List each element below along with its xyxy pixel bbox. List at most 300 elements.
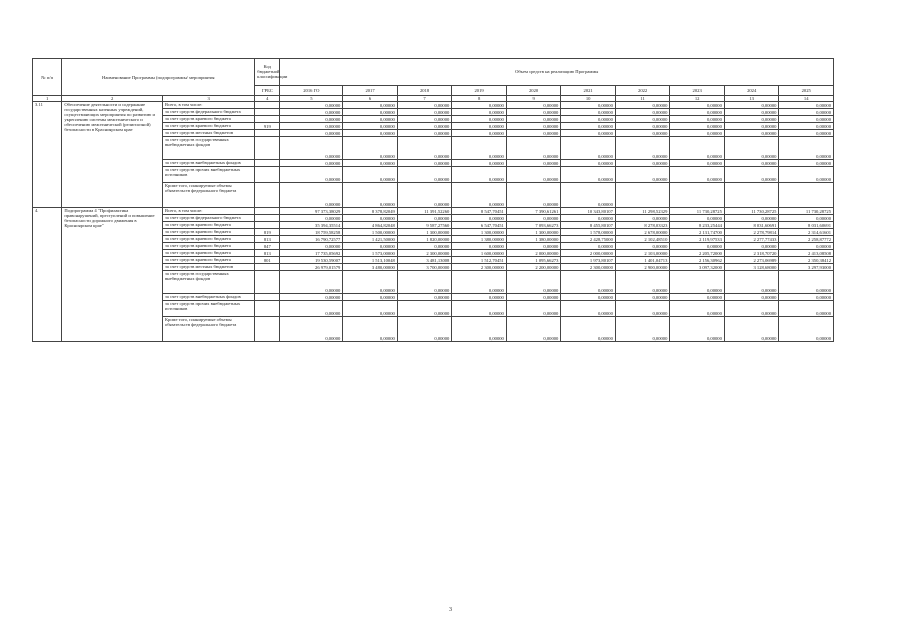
amount-cell: 26 979,01579 [280, 264, 343, 271]
amount-cell: 0,00000 [779, 123, 834, 130]
header-name: Наименование Программы (подпрограммы/ мероприятия [62, 59, 255, 96]
amount-cell: 11 391,52260 [397, 208, 452, 215]
header-year: 2022 [615, 85, 670, 95]
amount-cell: 3 128,68000 [724, 264, 779, 271]
column-number: 3 [162, 96, 254, 102]
amount-cell: 0,00000 [397, 109, 452, 116]
amount-cell: 0,00000 [506, 167, 561, 183]
amount-cell: 3 481,13008 [397, 257, 452, 264]
amount-cell: 0,00000 [779, 137, 834, 160]
grbs-code: 813 [255, 236, 280, 243]
section-number: 3.11 [33, 102, 62, 208]
column-number: 5 [280, 96, 343, 102]
column-number: 10 [561, 96, 616, 102]
amount-cell: 0,00000 [561, 109, 616, 116]
header-year: 2018 [397, 85, 452, 95]
grbs-code [255, 130, 280, 137]
header-year: 2024 [724, 85, 779, 95]
amount-cell: 0,00000 [452, 294, 507, 301]
grbs-code [255, 264, 280, 271]
amount-cell: 0,00000 [561, 160, 616, 167]
column-number: 13 [724, 96, 779, 102]
amount-cell: 0,00000 [280, 183, 343, 208]
amount-cell: 0,00000 [670, 160, 725, 167]
amount-cell: 0,00000 [724, 301, 779, 317]
header-year: 2020 [506, 85, 561, 95]
amount-cell: 1 573,00000 [343, 250, 398, 257]
grbs-code [255, 317, 280, 342]
amount-cell: 0,00000 [506, 294, 561, 301]
amount-cell: 0,00000 [670, 301, 725, 317]
amount-cell: 0,00000 [343, 183, 398, 208]
amount-cell: 0,00000 [724, 160, 779, 167]
column-number: 14 [779, 96, 834, 102]
amount-cell: 0,00000 [779, 160, 834, 167]
funding-source: за счет средств местных бюджетов [162, 130, 254, 137]
amount-cell: 0,00000 [506, 123, 561, 130]
funding-source: за счет средств краевого бюджета [162, 123, 254, 130]
amount-cell: 0,00000 [343, 123, 398, 130]
amount-cell: 0,00000 [561, 215, 616, 222]
section-number: 4. [33, 208, 62, 342]
amount-cell: 0,00000 [724, 167, 779, 183]
amount-cell: 0,00000 [724, 215, 779, 222]
amount-cell: 0,00000 [397, 317, 452, 342]
funding-source: за счет средств государственных внебюджетных фондов [162, 137, 254, 160]
amount-cell: 7 093,66273 [506, 222, 561, 229]
funding-source: за счет средств федерального бюджета [162, 109, 254, 116]
amount-cell: 0,00000 [397, 102, 452, 109]
amount-cell: 2 900,00000 [615, 264, 670, 271]
header-funding: Объем средств на реализацию Программы [280, 59, 834, 86]
amount-cell [670, 183, 725, 208]
header-year: 2021 [561, 85, 616, 95]
amount-cell: 2 000,00000 [561, 250, 616, 257]
amount-cell: 0,00000 [670, 317, 725, 342]
amount-cell: 0,00000 [561, 294, 616, 301]
amount-cell: 0,00000 [779, 271, 834, 294]
amount-cell: 2 131,74700 [670, 229, 725, 236]
amount-cell: 0,00000 [397, 167, 452, 183]
funding-source: за счет средств краевого бюджета [162, 257, 254, 264]
amount-cell: 0,00000 [397, 294, 452, 301]
amount-cell: 0,00000 [397, 271, 452, 294]
amount-cell: 1 512,70451 [452, 257, 507, 264]
grbs-code [255, 116, 280, 123]
grbs-code [255, 167, 280, 183]
amount-cell: 0,00000 [280, 137, 343, 160]
header-code: Код бюджетной классификации [255, 59, 280, 86]
grbs-code [255, 160, 280, 167]
amount-cell: 0,00000 [343, 109, 398, 116]
amount-cell: 0,00000 [561, 130, 616, 137]
amount-cell: 0,00000 [724, 137, 779, 160]
amount-cell: 3 297,93000 [779, 264, 834, 271]
amount-cell: 0,00000 [670, 130, 725, 137]
amount-cell: 0,00000 [452, 109, 507, 116]
amount-cell: 0,00000 [724, 116, 779, 123]
amount-cell: 0,00000 [670, 137, 725, 160]
grbs-code: 847 [255, 243, 280, 250]
amount-cell: 0,00000 [506, 243, 561, 250]
funding-source: за счет средств государственных внебюджетных фондов [162, 271, 254, 294]
amount-cell: 1 300,00000 [397, 229, 452, 236]
amount-cell: 8 233,25444 [670, 222, 725, 229]
column-number: 2 [62, 96, 163, 102]
amount-cell: 0,00000 [670, 271, 725, 294]
amount-cell [779, 183, 834, 208]
funding-source: Кроме того, планируемые объемы обязательств федерального бюджета [162, 317, 254, 342]
amount-cell: 8 378,82049 [343, 208, 398, 215]
grbs-code [255, 222, 280, 229]
amount-cell: 0,00000 [343, 137, 398, 160]
amount-cell: 2 318,70720 [724, 250, 779, 257]
amount-cell: 1 973,80107 [561, 257, 616, 264]
amount-cell: 1 578,00000 [561, 229, 616, 236]
amount-cell [615, 183, 670, 208]
amount-cell: 0,00000 [343, 116, 398, 123]
amount-cell: 6 547,70451 [452, 222, 507, 229]
column-number: 12 [670, 96, 725, 102]
amount-cell: 0,00000 [561, 167, 616, 183]
amount-cell: 0,00000 [561, 243, 616, 250]
amount-cell: 0,00000 [343, 130, 398, 137]
amount-cell: 17 735,05692 [280, 250, 343, 257]
amount-cell: 0,00000 [452, 167, 507, 183]
amount-cell: 0,00000 [615, 116, 670, 123]
amount-cell: 0,00000 [779, 102, 834, 109]
column-number: 6 [343, 96, 398, 102]
amount-cell: 0,00000 [670, 123, 725, 130]
grbs-code: 919 [255, 123, 280, 130]
amount-cell: 0,00000 [452, 130, 507, 137]
amount-cell: 8 547,70451 [452, 208, 507, 215]
amount-cell: 1 300,00000 [506, 229, 561, 236]
funding-source: Всего, в том числе: [162, 102, 254, 109]
amount-cell: 0,00000 [561, 183, 616, 208]
amount-cell: 0,00000 [561, 301, 616, 317]
funding-source: за счет средств местных бюджетов [162, 264, 254, 271]
amount-cell: 2 103,00000 [615, 250, 670, 257]
amount-cell: 3 097,32000 [670, 264, 725, 271]
amount-cell: 0,00000 [615, 317, 670, 342]
amount-cell: 0,00000 [452, 215, 507, 222]
header-year: 2023 [670, 85, 725, 95]
amount-cell: 8 031,60691 [779, 222, 834, 229]
amount-cell: 1 300,00000 [452, 229, 507, 236]
grbs-code [255, 137, 280, 160]
funding-source: за счет средств краевого бюджета [162, 229, 254, 236]
amount-cell: 0,00000 [343, 167, 398, 183]
amount-cell: 0,00000 [452, 271, 507, 294]
amount-cell: 0,00000 [779, 116, 834, 123]
amount-cell: 0,00000 [506, 109, 561, 116]
amount-cell: 11 730,28725 [724, 208, 779, 215]
amount-cell: 0,00000 [615, 130, 670, 137]
column-number: 11 [615, 96, 670, 102]
funding-source: за счет средств внебюджетных фондов [162, 294, 254, 301]
amount-cell: 0,00000 [506, 130, 561, 137]
amount-cell: 0,00000 [615, 215, 670, 222]
amount-cell: 2 300,00000 [452, 264, 507, 271]
amount-cell: 0,00000 [397, 123, 452, 130]
amount-cell: 0,00000 [280, 317, 343, 342]
amount-cell: 0,00000 [561, 137, 616, 160]
amount-cell: 0,00000 [506, 301, 561, 317]
funding-source: за счет средств прочих внебюджетных источников [162, 167, 254, 183]
section-name: Обеспечение деятельности и содержание государственных казенных учреждений, осуществляющих мероприятия по развитию и укреплению системы межэтнического и обеспечению межэтнической (религиозной) безопасности в Красноярском крае [62, 102, 163, 208]
amount-cell: 2 273,06989 [724, 257, 779, 264]
amount-cell: 0,00000 [724, 102, 779, 109]
amount-cell: 0,00000 [343, 301, 398, 317]
amount-cell: 0,00000 [615, 109, 670, 116]
amount-cell: 0,00000 [397, 137, 452, 160]
amount-cell: 0,00000 [615, 301, 670, 317]
amount-cell: 0,00000 [615, 271, 670, 294]
amount-cell: 0,00000 [724, 243, 779, 250]
funding-source: Кроме того, планируемые объемы обязательств федерального бюджета [162, 183, 254, 208]
amount-cell: 2 156,30962 [670, 257, 725, 264]
amount-cell: 97 373,38029 [280, 208, 343, 215]
amount-cell: 0,00000 [397, 183, 452, 208]
amount-cell: 1 820,00000 [397, 236, 452, 243]
grbs-code [255, 215, 280, 222]
amount-cell: 0,00000 [280, 160, 343, 167]
amount-cell: 2 258,87772 [779, 236, 834, 243]
grbs-code: 813 [255, 250, 280, 257]
amount-cell: 2 277,77433 [724, 236, 779, 243]
funding-source: за счет средств краевого бюджета [162, 250, 254, 257]
funding-source: за счет средств прочих внебюджетных источников [162, 301, 254, 317]
amount-cell: 19 530,59007 [280, 257, 343, 264]
amount-cell: 0,00000 [343, 317, 398, 342]
amount-cell: 10 343,80107 [561, 208, 616, 215]
funding-table [32, 58, 834, 342]
amount-cell: 0,00000 [280, 215, 343, 222]
amount-cell: 0,00000 [670, 116, 725, 123]
amount-cell: 0,00000 [397, 301, 452, 317]
grbs-code [255, 294, 280, 301]
amount-cell: 0,00000 [280, 102, 343, 109]
section-name: Подпрограмма 4 "Профилактика правонарушений, преступлений и повышение безопасности дорожного движения в Красноярском крае" [62, 208, 163, 342]
amount-cell: 0,00000 [779, 317, 834, 342]
amount-cell: 0,00000 [561, 271, 616, 294]
amount-cell: 0,00000 [280, 109, 343, 116]
amount-cell: 0,00000 [397, 160, 452, 167]
amount-cell: 0,00000 [452, 243, 507, 250]
amount-cell: 0,00000 [506, 116, 561, 123]
amount-cell: 1 600,00000 [452, 250, 507, 257]
amount-cell: 0,00000 [670, 215, 725, 222]
amount-cell: 2 000,00000 [506, 250, 561, 257]
amount-cell: 0,00000 [452, 116, 507, 123]
amount-cell: 2 278,79814 [724, 229, 779, 236]
amount-cell: 16 790,72577 [280, 236, 343, 243]
amount-cell: 1 401,04713 [615, 257, 670, 264]
amount-cell: 0,00000 [670, 102, 725, 109]
header-num: № п/п [33, 59, 62, 96]
amount-cell: 0,00000 [615, 294, 670, 301]
amount-cell: 0,00000 [561, 102, 616, 109]
grbs-code [255, 109, 280, 116]
funding-source: за счет средств внебюджетных фондов [162, 160, 254, 167]
amount-cell [724, 183, 779, 208]
amount-cell: 0,00000 [561, 123, 616, 130]
amount-cell: 0,00000 [452, 123, 507, 130]
amount-cell: 0,00000 [561, 317, 616, 342]
funding-source: за счет средств краевого бюджета [162, 222, 254, 229]
amount-cell: 0,00000 [452, 183, 507, 208]
amount-cell: 0,00000 [506, 183, 561, 208]
amount-cell: 0,00000 [343, 102, 398, 109]
header-year: 2017 [343, 85, 398, 95]
amount-cell: 0,00000 [397, 215, 452, 222]
header-year: 2019 [452, 85, 507, 95]
amount-cell: 0,00000 [343, 160, 398, 167]
amount-cell: 0,00000 [452, 102, 507, 109]
amount-cell: 18 759,58258 [280, 229, 343, 236]
amount-cell: 0,00000 [343, 243, 398, 250]
amount-cell: 1 095,66273 [506, 257, 561, 264]
amount-cell: 0,00000 [724, 317, 779, 342]
amount-cell: 0,00000 [779, 215, 834, 222]
amount-cell: 2 350,38412 [779, 257, 834, 264]
amount-cell: 0,00000 [506, 102, 561, 109]
header-year: 2016 ГО [280, 85, 343, 95]
amount-cell: 0,00000 [779, 167, 834, 183]
amount-cell: 2 428,75000 [561, 236, 616, 243]
amount-cell: 0,00000 [280, 123, 343, 130]
column-number: 4 [255, 96, 280, 102]
amount-cell: 0,00000 [724, 109, 779, 116]
header-grbs: ГРБС [255, 85, 280, 95]
amount-cell: 1 500,00000 [343, 229, 398, 236]
amount-cell: 0,00000 [452, 301, 507, 317]
amount-cell: 0,00000 [343, 294, 398, 301]
column-number: 7 [397, 96, 452, 102]
amount-cell: 0,00000 [779, 294, 834, 301]
funding-source: за счет средств краевого бюджета [162, 243, 254, 250]
header-row [33, 59, 834, 86]
amount-cell: 0,00000 [343, 271, 398, 294]
amount-cell: 0,00000 [506, 160, 561, 167]
amount-cell: 0,00000 [724, 130, 779, 137]
funding-source: за счет средств федерального бюджета [162, 215, 254, 222]
funding-source: за счет средств краевого бюджета [162, 236, 254, 243]
amount-cell: 2 102,48510 [615, 236, 670, 243]
grbs-code [255, 183, 280, 208]
column-number: 1 [33, 96, 62, 102]
table-row [33, 208, 834, 215]
amount-cell: 0,00000 [397, 243, 452, 250]
amount-cell: 0,00000 [397, 130, 452, 137]
amount-cell: 35 394,35514 [280, 222, 343, 229]
amount-cell: 0,00000 [779, 301, 834, 317]
amount-cell: 0,00000 [615, 243, 670, 250]
amount-cell: 2 205,72000 [670, 250, 725, 257]
amount-cell: 0,00000 [670, 243, 725, 250]
amount-cell: 11 298,52329 [615, 208, 670, 215]
amount-cell: 0,00000 [397, 116, 452, 123]
column-number: 8 [452, 96, 507, 102]
grbs-code [255, 102, 280, 109]
amount-cell: 0,00000 [615, 102, 670, 109]
amount-cell: 0,00000 [615, 160, 670, 167]
grbs-code [255, 208, 280, 215]
amount-cell: 7 390,61261 [506, 208, 561, 215]
amount-cell: 0,00000 [779, 243, 834, 250]
column-number: 9 [506, 96, 561, 102]
amount-cell: 9 587,27560 [397, 222, 452, 229]
amount-cell: 0,00000 [280, 167, 343, 183]
amount-cell: 0,00000 [280, 116, 343, 123]
amount-cell: 1 513,10048 [343, 257, 398, 264]
amount-cell: 2 119,97533 [670, 236, 725, 243]
amount-cell: 0,00000 [452, 317, 507, 342]
amount-cell: 0,00000 [724, 123, 779, 130]
amount-cell: 0,00000 [506, 215, 561, 222]
amount-cell: 0,00000 [561, 116, 616, 123]
amount-cell: 3 480,00000 [343, 264, 398, 271]
amount-cell: 1 380,00000 [452, 236, 507, 243]
funding-source: за счет средств краевого бюджета [162, 116, 254, 123]
amount-cell: 2 413,08508 [779, 250, 834, 257]
amount-cell: 0,00000 [280, 130, 343, 137]
header-year: 2025 [779, 85, 834, 95]
amount-cell: 0,00000 [506, 317, 561, 342]
amount-cell: 0,00000 [724, 271, 779, 294]
amount-cell: 0,00000 [506, 271, 561, 294]
amount-cell: 0,00000 [280, 301, 343, 317]
grbs-code: 819 [255, 229, 280, 236]
amount-cell: 0,00000 [615, 123, 670, 130]
amount-cell: 8 278,03323 [615, 222, 670, 229]
grbs-code [255, 271, 280, 294]
amount-cell: 0,00000 [506, 137, 561, 160]
amount-cell: 0,00000 [615, 167, 670, 183]
funding-source: Всего, в том числе: [162, 208, 254, 215]
amount-cell: 0,00000 [724, 294, 779, 301]
amount-cell: 0,00000 [452, 160, 507, 167]
amount-cell: 0,00000 [280, 271, 343, 294]
grbs-code [255, 301, 280, 317]
amount-cell: 0,00000 [343, 215, 398, 222]
amount-cell: 11 730,28725 [670, 208, 725, 215]
amount-cell: 4 864,82048 [343, 222, 398, 229]
amount-cell: 2 314,61601 [779, 229, 834, 236]
amount-cell: 0,00000 [670, 294, 725, 301]
amount-cell: 8 031,60691 [724, 222, 779, 229]
amount-cell: 0,00000 [615, 137, 670, 160]
table-row [33, 102, 834, 109]
amount-cell: 8 455,80107 [561, 222, 616, 229]
amount-cell: 2 678,00000 [615, 229, 670, 236]
amount-cell: 0,00000 [452, 137, 507, 160]
amount-cell: 0,00000 [670, 167, 725, 183]
amount-cell: 0,00000 [280, 243, 343, 250]
amount-cell: 1 421,50000 [343, 236, 398, 243]
amount-cell: 2 300,00000 [397, 250, 452, 257]
amount-cell: 0,00000 [280, 294, 343, 301]
amount-cell: 11 730,28725 [779, 208, 834, 215]
amount-cell: 3 700,00000 [397, 264, 452, 271]
grbs-code: 801 [255, 257, 280, 264]
amount-cell: 0,00000 [779, 109, 834, 116]
amount-cell: 2 300,00000 [561, 264, 616, 271]
amount-cell: 2 200,00000 [506, 264, 561, 271]
amount-cell: 0,00000 [779, 130, 834, 137]
amount-cell: 1 380,00000 [506, 236, 561, 243]
